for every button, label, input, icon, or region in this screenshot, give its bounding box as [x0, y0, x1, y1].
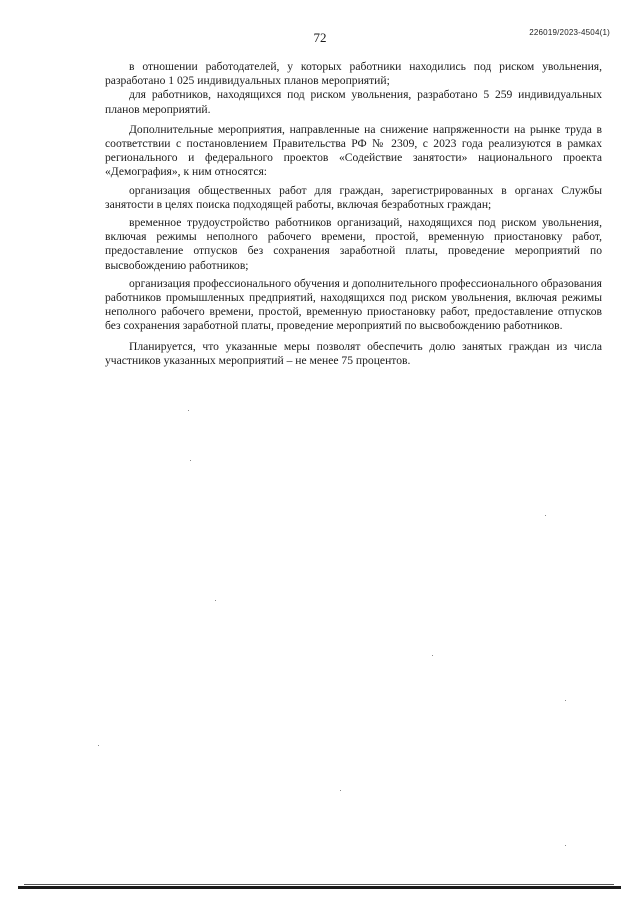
scan-edge-line — [24, 884, 614, 885]
scan-speck — [340, 790, 341, 791]
scan-speck — [215, 600, 216, 601]
scan-speck — [432, 655, 433, 656]
scan-speck — [565, 700, 566, 701]
paragraph-3: Дополнительные мероприятия, направленные на снижение напряженности на рынке труда в соответствии с постановлением Правительства РФ № 2309, с 2023 года реализуются в рамках регионального и федерального проектов «Содействие занятости» национального проекта «Демография», к ним относятся: — [105, 122, 602, 179]
scan-speck — [188, 410, 189, 411]
scan-speck — [190, 460, 191, 461]
paragraph-7: Планируется, что указанные меры позволят обеспечить долю занятых граждан из числа участников указанных мероприятий – не менее 75 процентов. — [105, 339, 602, 367]
page-number: 72 — [313, 30, 327, 45]
scan-speck — [98, 745, 99, 746]
paragraph-2: для работников, находящихся под риском увольнения, разработано 5 259 индивидуальных планов мероприятий. — [105, 88, 602, 116]
document-id: 226019/2023-4504(1) — [529, 28, 610, 37]
scan-edge-bar — [18, 886, 621, 889]
paragraph-4: организация общественных работ для граждан, зарегистрированных в органах Службы занятости в целях поиска подходящей работы, включая безработных граждан; — [105, 183, 602, 211]
paragraph-1: в отношении работодателей, у которых работники находились под риском увольнения, разработано 1 025 индивидуальных планов мероприятий; — [105, 60, 602, 88]
document-body — [105, 60, 602, 368]
paragraph-5: временное трудоустройство работников организаций, находящихся под риском увольнения, включая режимы неполного рабочего времени, простой, временную приостановку работ, предоставление отпусков без сохранения заработной платы, проведение мероприятий по высвобождению работников; — [105, 216, 602, 272]
scan-speck — [545, 515, 546, 516]
scan-speck — [565, 845, 566, 846]
paragraph-6: организация профессионального обучения и дополнительного профессионального образования работников промышленных предприятий, находящихся под риском увольнения, включая режимы неполного рабочего времени, простой, временную приостановку работ, предоставление отпусков без сохранения заработной платы, проведение мероприятий по высвобождению работников. — [105, 276, 602, 333]
